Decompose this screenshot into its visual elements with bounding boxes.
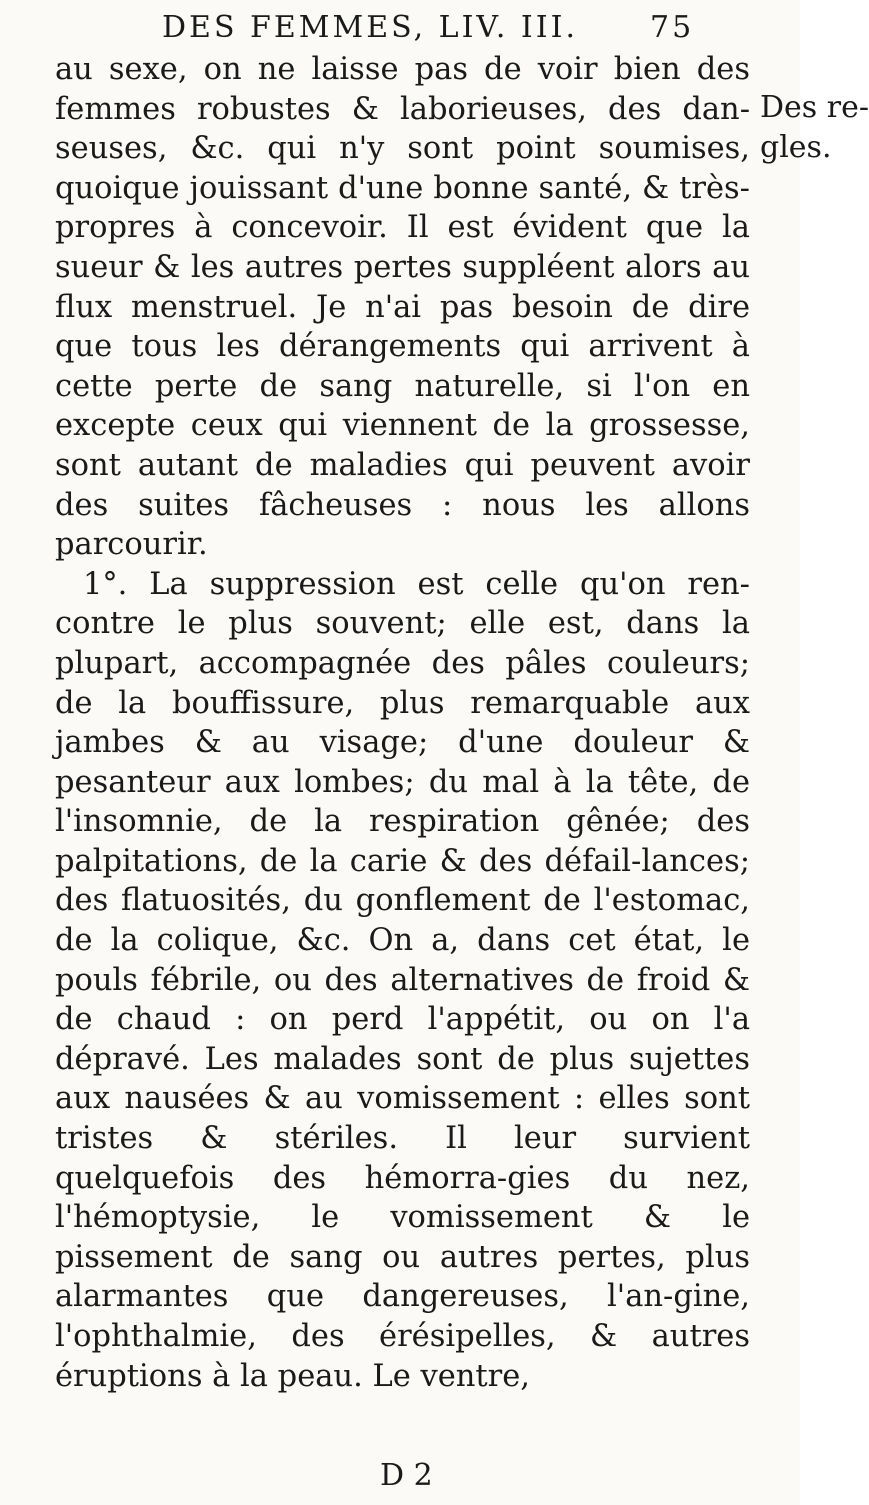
body-text bbox=[55, 50, 750, 1396]
marginal-note bbox=[760, 88, 869, 167]
page-number: 75 bbox=[650, 10, 695, 45]
paragraph-2: 1°. La suppression est celle qu'on ren-contre le plus souvent; elle est, dans la plupart, accompagnée des pâles couleurs; de la bouffissure, plus remarquable aux jambes & au visage; d'une douleur & pesanteur aux lombes; du mal à la tête, de l'insomnie, de la respiration gênée; des palpitations, de la carie & des défail-lances; des flatuosités, du gonflement de l'estomac, de la colique, &c. On a, dans cet état, le pouls fébrile, ou des alternatives de froid & de chaud : on perd l'appétit, ou on l'a dépravé. Les malades sont de plus sujettes aux nausées & au vomissement : elles sont tristes & stériles. Il leur survient quelquefois des hémorra-gies du nez, l'hémoptysie, le vomissement & le pissement de sang ou autres pertes, plus alarmantes que dangereuses, l'an-gine, l'ophthalmie, des érésipelles, & autres éruptions à la peau. Le ventre, bbox=[55, 566, 750, 1394]
marginal-note-text: Des re- gles. bbox=[760, 90, 869, 165]
running-head-title: DES FEMMES, LIV. III. bbox=[162, 10, 578, 45]
running-head bbox=[162, 10, 695, 45]
paragraph-1: au sexe, on ne laisse pas de voir bien des femmes robustes & laborieuses, des dan-seuses, &c. qui n'y sont point soumises, quoique jouissant d'une bonne santé, & très-propres à concevoir. Il est évident que la sueur & les autres pertes suppléent alors au flux menstruel. Je n'ai pas besoin de dire que tous les dérangements qui arrivent à cette perte de sang naturelle, si l'on en excepte ceux qui viennent de la grossesse, sont autant de maladies qui peuvent avoir des suites fâcheuses : nous les allons parcourir. bbox=[55, 52, 750, 563]
signature-mark: D 2 bbox=[380, 1458, 433, 1493]
